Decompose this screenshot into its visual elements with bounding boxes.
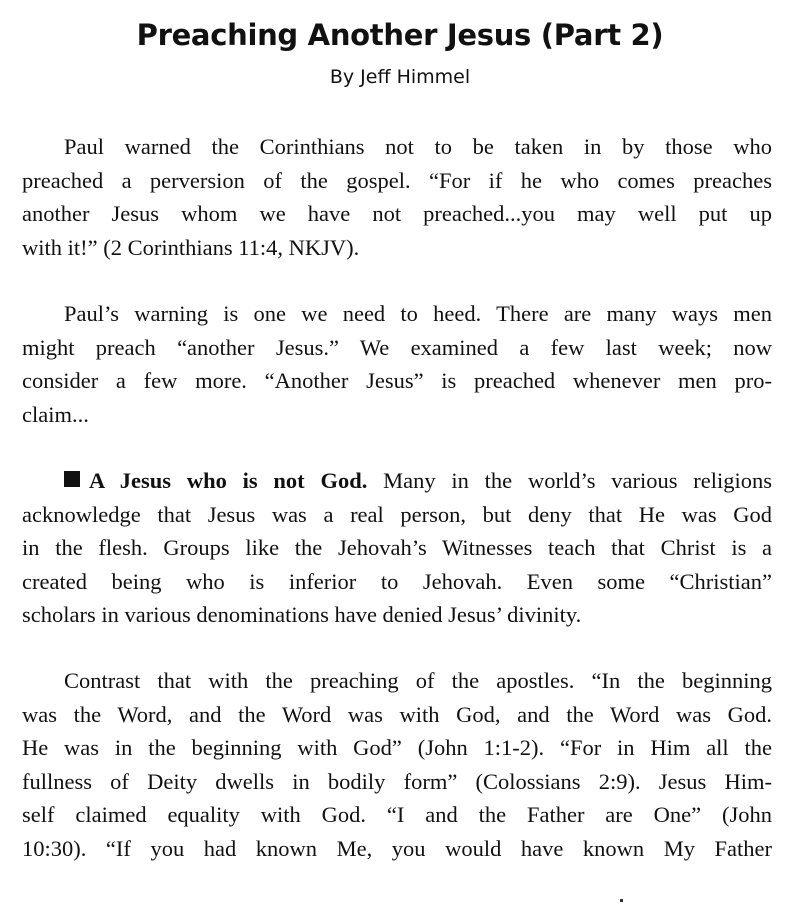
paragraph-line: with it!” (2 Corinthians 11:4, NKJV).	[22, 234, 360, 260]
paragraph-line: in the flesh. Groups like the Jehovah’s Witnesses teach that Christ is a	[22, 535, 772, 560]
paragraph-first-line	[22, 464, 772, 498]
paragraph-line-rest: Many in the world’s various religions	[367, 468, 772, 493]
paragraph-line: fullness of Deity dwells in bodily form” (Colossians 2:9). Jesus Him-	[22, 768, 772, 794]
paragraph-line: acknowledge that Jesus was a real person, but deny that He was God	[22, 501, 772, 527]
paragraph-4	[22, 664, 772, 865]
paragraph-line: He was in the beginning with God” (John 1:1-2). “For in Him all the	[22, 735, 772, 760]
paragraph-line: another Jesus whom we have not preached...you may well put up	[22, 201, 772, 226]
square-bullet-icon	[64, 471, 80, 487]
paragraph-line: Paul warned the Corinthians not to be taken in by those who	[64, 134, 772, 159]
paragraph-line: might preach “another Jesus.” We examined a few last week; now	[22, 334, 772, 360]
paragraph-2	[22, 297, 772, 431]
paragraph-line: preached a perversion of the gospel. “For if he who comes preaches	[22, 167, 772, 193]
paragraph-line: 10:30). “If you had known Me, you would have known My Father	[22, 835, 772, 861]
paragraph-line: self claimed equality with God. “I and the Father are One” (John	[22, 802, 772, 827]
paragraph-line: Paul’s warning is one we need to heed. There are many ways men	[64, 301, 772, 326]
paragraph-line: consider a few more. “Another Jesus” is preached whenever men pro-	[22, 368, 772, 393]
paragraph-line: created being who is inferior to Jehovah. Even some “Christian”	[22, 568, 772, 594]
paragraph-3	[22, 464, 772, 632]
paragraph-line: claim...	[22, 401, 89, 427]
paragraph-line: was the Word, and the Word was with God, and the Word was God.	[22, 701, 772, 727]
section-heading: A Jesus who is not God.	[89, 468, 368, 493]
article-title: Preaching Another Jesus (Part 2)	[136, 18, 664, 52]
paragraph-1	[22, 130, 772, 264]
paragraph-line: Contrast that with the preaching of the apostles. “In the beginning	[64, 668, 772, 693]
article-byline: By Jeff Himmel	[329, 66, 471, 88]
paragraph-line: scholars in various denominations have denied Jesus’ divinity.	[22, 602, 582, 627]
scan-speck	[620, 899, 623, 902]
